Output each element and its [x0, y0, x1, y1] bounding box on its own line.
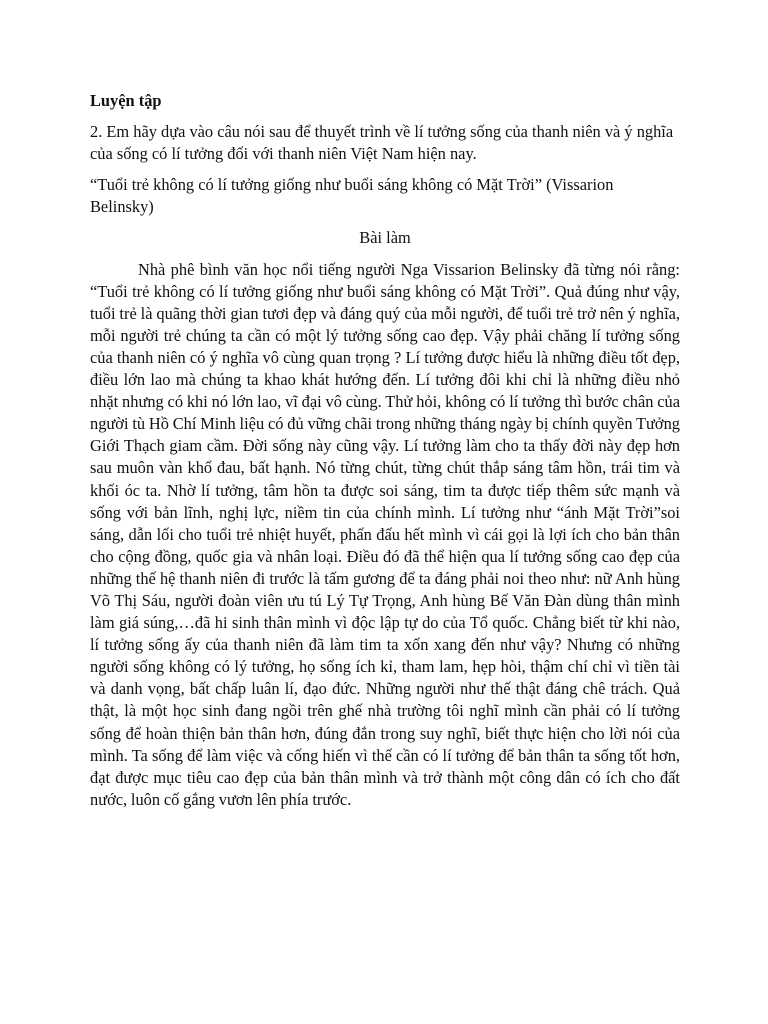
quote: “Tuổi trẻ không có lí tưởng giống như buổi sáng không có Mặt Trời” (Vissarion Belinsky) [90, 175, 614, 217]
task-prompt: 2. Em hãy dựa vào câu nói sau để thuyết trình về lí tưởng sống của thanh niên và ý nghĩa của sống có lí tưởng đối với thanh niên Việt Nam hiện nay. [90, 122, 674, 164]
document-page [90, 90, 680, 811]
essay-paragraph: Nhà phê bình văn học nổi tiếng người Nga Vissarion Belinsky đã từng nói rằng: “Tuổi trẻ không có lí tưởng giống như buổi sáng không có Mặt Trời”. Quả đúng như vậy, tuổi trẻ là quãng thời gian tươi đẹp và đáng quý của mỗi người, để tuổi trẻ trở nên ý nghĩa, mỗi người trẻ chúng ta cần có một lý tưởng sống cao đẹp. Vậy phải chăng lí tưởng sống của thanh niên có ý nghĩa vô cùng quan trọng ? Lí tưởng được hiểu là những điều tốt đẹp, điều lớn lao mà chúng ta khao khát hướng đến. Lí tưởng đôi khi chỉ là những điều nhỏ nhặt nhưng có khi nó lớn lao, vĩ đại vô cùng. Thử hỏi, không có lí tưởng thì bước chân của người tù Hồ Chí Minh liệu có đủ vững chãi trong những tháng ngày bị chính quyền Tưởng Giới Thạch giam cầm. Đời sống này cũng vậy. Lí tưởng làm cho ta thấy đời này đẹp hơn sau muôn vàn khổ đau, bất hạnh. Nó từng chút, từng chút thắp sáng tâm hồn, trái tim và khối óc ta. Nhờ lí tưởng, tâm hồn ta được soi sáng, tim ta được tiếp thêm sức mạnh và sống với bản lĩnh, nghị lực, niềm tin của chính mình. Lí tưởng như “ánh Mặt Trời”soi sáng, dẫn lối cho tuổi trẻ nhiệt huyết, phấn đấu hết mình vì cái gọi là lợi ích cho bản thân cho cộng đồng, quốc gia và nhân loại. Điều đó đã thể hiện qua lí tưởng sống cao đẹp của những thế hệ thanh niên đi trước là tấm gương để ta đáng phải noi theo như: nữ Anh hùng Võ Thị Sáu, người đoàn viên ưu tú Lý Tự Trọng, Anh hùng Bế Văn Đàn dùng thân mình làm giá súng,…đã hi sinh thân mình vì độc lập tự do của Tổ quốc. Chẳng biết từ khi nào, lí tưởng sống ấy của thanh niên đã làm tim ta xốn xang đến như vậy? Nhưng có những người sống không có lý tưởng, họ sống ích kỉ, tham lam, hẹp hòi, thậm chí chỉ vì tiền tài và danh vọng, bất chấp luân lí, đạo đức. Những người như thế thật đáng chê trách. Quả thật, là một học sinh đang ngồi trên ghế nhà trường tôi nghĩ mình cần phải có lí tưởng sống để hoàn thiện bản thân hơn, đúng đắn trong suy nghĩ, biết thực hiện cho lời nói của mình. Ta sống để làm việc và cống hiến vì thế cần có lí tưởng để bản thân ta sống tốt hơn, đạt được mục tiêu cao đẹp của bản thân mình và trở thành một công dân có ích cho đất nước, luôn cố gắng vươn lên phía trước. [90, 259, 680, 809]
exercise-heading: Luyện tập [90, 91, 162, 110]
section-title: Bài làm [359, 228, 411, 248]
